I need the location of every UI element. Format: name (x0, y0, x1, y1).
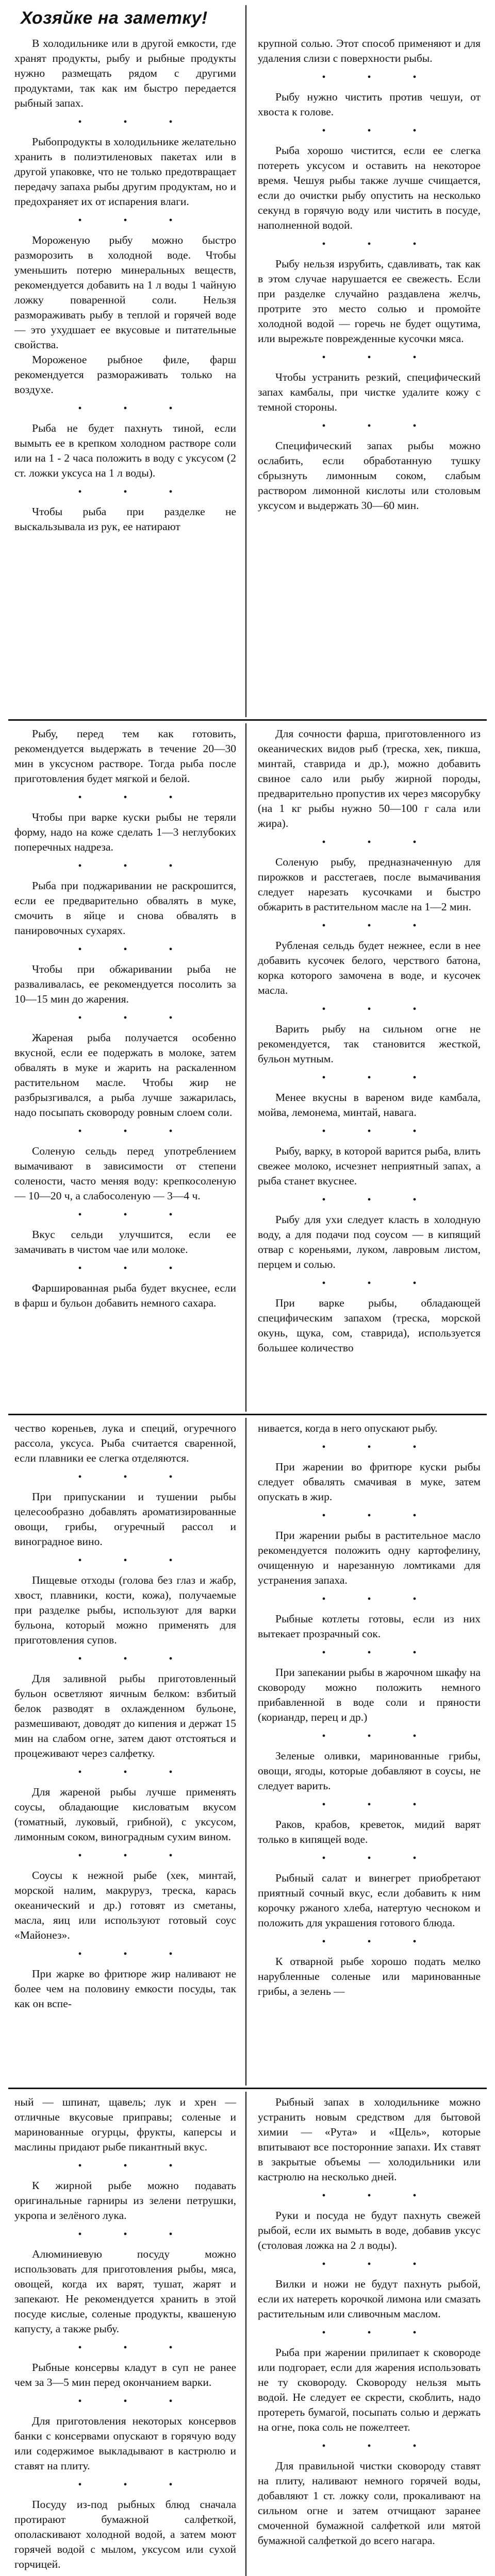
band-divider (8, 1414, 487, 1415)
tip-paragraph: Соленую сельдь перед употреблением вымачивают в зависимости от степени солености, часто меняя воду: крепкосоленую — 10—20 ч, а слабосоленую — 3—4 ч. (14, 1145, 236, 1202)
column-right (258, 1421, 481, 2086)
dots-separator: • • • (322, 1194, 436, 1206)
column-divider (245, 5, 246, 717)
dots-separator: • • • (78, 116, 192, 128)
tip-paragraph: Рыбу нужно чистить против чешуи, от хвоста к голове. (258, 91, 481, 118)
tip-paragraph: В холодильнике или в другой емкости, где хранят продукты, рыбу и рыбные продукты нужно размещать рядом с другими продуктами, так как им быстро передается рыбный запах. (14, 37, 236, 109)
dots-separator: • • • (322, 1278, 436, 1289)
tip-paragraph: Рыбу, варку, в которой варится рыба, влить свежее молоко, исчезнет неприятный запах, а рыба станет вкуснее. (258, 1145, 481, 1187)
dots-separator: • • • (78, 1555, 192, 1566)
tip-paragraph: Чтобы рыба при разделке не выскальзывала из рук, ее натирают (14, 505, 236, 533)
tip-paragraph: Мороженое рыбное филе, фарш рекомендуется размораживать только на воздухе. (14, 353, 236, 396)
tip-paragraph: Для правильной чистки сковороду ставят на плиту, наливают немного горячей воды, добавляют 1 ст. ложку соли, прокаливают на сильном огне и затем отчищают заранее смоченной бумажной салфеткой или мятой бумажной салфеткой до всего нагара. (258, 2460, 481, 2547)
dots-separator: • • • (78, 860, 192, 872)
dots-separator: • • • (322, 1072, 436, 1083)
page-title: Хозяйке на заметку! (21, 8, 208, 28)
column-divider (245, 2092, 246, 2576)
tip-paragraph: Соусы к нежной рыбе (хек, минтай, морской налим, макруруз, треска, карась океанический и др.) готовят из сметаны, масла, яиц или используют готовый соус «Майонез». (14, 1869, 236, 1941)
column-left (14, 726, 236, 1412)
dots-separator: • • • (78, 2479, 192, 2490)
tip-paragraph: Для сочности фарша, приготовленного из океанических видов рыб (треска, хек, пикша, минтай, ставрида и др.), можно добавить свиное сало или рыбу жирной породы, предварительно пропустив их через мясорубку (на 1 кг рыбы нужно 50—100 г сала или жира). (258, 727, 481, 829)
dots-separator: • • • (78, 486, 192, 498)
tip-paragraph: К отварной рыбе хорошо подать мелко нарубленные соленые или маринованные грибы, а зелень — (258, 1955, 481, 1997)
tip-paragraph: Чтобы при варке куски рыбы не теряли форму, надо на коже сделать 1—3 неглубоких поперечных надреза. (14, 811, 236, 853)
column-left (14, 2095, 236, 2576)
column-right (258, 726, 481, 1412)
dots-separator: • • • (78, 1263, 192, 1274)
tip-paragraph: Рыбные котлеты готовы, если из них вытекает прозрачный сок. (258, 1613, 481, 1640)
tip-paragraph: Алюминиевую посуду можно использовать для приготовления рыбы, мяса, овощей, когда их варят, тушат, жарят и запекают. Не рекомендуется хранить в этой посуде кислые, соленые продукты, квашеную капусту, а также рыбу. (14, 2248, 236, 2335)
column-right (258, 2095, 481, 2576)
tip-paragraph: При припускании и тушении рыбы целесообразно добавлять ароматизированные овощи, грибы, огуречный рассол и виноградное вино. (14, 1490, 236, 1548)
dots-separator: • • • (78, 1126, 192, 1137)
tip-paragraph: Зеленые оливки, маринованные грибы, овощи, ягоды, которые добавляют в соусы, не следует варить. (258, 1750, 481, 1792)
tip-paragraph: При жарении во фритюре куски рыбы следует обвалять смачивая в муке, затем опускать в жир. (258, 1461, 481, 1503)
dots-separator: • • • (322, 2259, 436, 2270)
tip-paragraph: Руки и посуда не будут пахнуть свежей рыбой, если их вымыть в воде, добавив уксус (столовая ложка на 2 л воды). (258, 2209, 481, 2251)
tip-paragraph: Рыба при поджаривании не раскрошится, если ее предварительно обвалять в муке, смочить в яйце и снова обвалять в панировочных сухарях. (14, 879, 236, 937)
column-right (258, 36, 481, 717)
dots-separator: • • • (78, 2342, 192, 2353)
tip-paragraph: Рыбный салат и винегрет приобретают приятный сочный вкус, если добавить к ним корочку ржаного хлеба, натертую чесноком и положить для украшения готового блюда. (258, 1872, 481, 1929)
header (0, 0, 242, 36)
tip-paragraph: Фаршированная рыба будет вкуснее, если в фарш и бульон добавить немного сахара. (14, 1282, 236, 1309)
dots-separator: • • • (78, 792, 192, 803)
tip-paragraph: Мороженую рыбу можно быстро разморозить в холодной воде. Чтобы уменьшить потерю минеральных веществ, рекомендуется добавить на 1 л воды 1 чайную ложку поваренной соли. Нельзя размораживать рыбу в теплой и горячей воде — это ухудшает ее вкусовые и питательные свойства. (14, 234, 236, 351)
dots-separator: • • • (322, 2190, 436, 2201)
column-left (14, 1421, 236, 2086)
tip-paragraph: Рубленая сельдь будет нежнее, если в нее добавить кусочек белого, черствого батона, корка которого замочена в воде, и кусочек масла. (258, 939, 481, 996)
tip-paragraph: Пищевые отходы (голова без глаз и жабр, хвост, плавники, кости, кожа), получаемые при разделке рыбы, используют для варки бульона, который можно применять для приготовления супов. (14, 1574, 236, 1646)
dots-separator: • • • (322, 420, 436, 432)
tip-paragraph: Менее вкусны в вареном виде камбала, мойва, лемонема, минтай, навага. (258, 1091, 481, 1118)
tip-paragraph: Жареная рыба получается особенно вкусной, если ее подержать в молоке, затем обвалять в муке и жарить на раскаленном растительном масле. Чтобы жир не разбрызгивался, а рыба лучше зажарилась, надо посыпать сковороду ровным слоем соли. (14, 1031, 236, 1118)
tip-paragraph: Рыбный запах в холодильнике можно устранить новым средством для бытовой химии — «Рута» и «Щель», которые впитывают все посторонние запахи. Их ставят в закрытые объемы — холодильники или кастрюлю на несколько дней. (258, 2096, 481, 2183)
dots-separator: • • • (322, 1853, 436, 1864)
tip-paragraph: Для жареной рыбы лучше применять соусы, обладающие кисловатым вкусом (томатный, луковый, грибной), с уксусом, лимонным соком, виноградным сухим вином. (14, 1786, 236, 1843)
dots-separator: • • • (322, 1594, 436, 1605)
dots-separator: • • • (78, 403, 192, 414)
dots-separator: • • • (322, 239, 436, 250)
column-left (14, 36, 236, 717)
tip-paragraph: При жарении рыбы в растительное масло рекомендуется положить одну картофелину, очищенную и нарезанную ломтиками для устранения запаха. (258, 1529, 481, 1586)
tip-paragraph: При варке рыбы, обладающей специфическим запахом (треска, морской окунь, щука, сом, ставрида), используется большее количество (258, 1297, 481, 1354)
dots-separator: • • • (322, 1731, 436, 1742)
tip-paragraph: Раков, крабов, креветок, мидий варят только в кипящей воде. (258, 1818, 481, 1845)
dots-separator: • • • (78, 2229, 192, 2240)
tip-paragraph: Вилки и ножи не будут пахнуть рыбой, если их натереть корочкой лимона или смазать растительным или сливочным маслом. (258, 2278, 481, 2320)
band-1 (0, 36, 495, 717)
dots-separator: • • • (322, 1647, 436, 1658)
dots-separator: • • • (322, 1799, 436, 1810)
tip-paragraph: Рыбные консервы кладут в суп не ранее чем за 3—5 мин перед окончанием варки. (14, 2361, 236, 2388)
dots-separator: • • • (78, 1948, 192, 1960)
dots-separator: • • • (78, 1850, 192, 1861)
band-2 (0, 726, 495, 1412)
dots-separator: • • • (78, 1767, 192, 1778)
dots-separator: • • • (78, 2160, 192, 2172)
tip-paragraph: При запекании рыбы в жарочном шкафу на сковороду можно положить немного прибавленной в воде соли и пряности (кориандр, перец и др.) (258, 1666, 481, 1723)
band-3 (0, 1421, 495, 2086)
dots-separator: • • • (78, 2396, 192, 2407)
dots-separator: • • • (322, 2327, 436, 2338)
tip-paragraph: Рыбу, перед тем как готовить, рекомендуется выдержать в течение 20—30 мин в уксусном растворе. Тогда рыба после приготовления будет мягкой и белой. (14, 727, 236, 785)
tip-paragraph: крупной солью. Этот способ применяют и для удаления слизи с поверхности рыбы. (258, 37, 481, 64)
tip-paragraph: Рыбу нельзя изрубить, сдавливать, так как в этом случае нарушается ее свежесть. Если при разделке случайно раздавлена желчь, протрите это место солью и промойте холодной водой — горечь не будет ощутима, или вырежьте поврежденные кусочки мяса. (258, 258, 481, 345)
tip-paragraph: Рыба при жарении прилипает к сковороде или подгорает, если для жарения использовать не ту сковороду. Сковороду нельзя мыть водой. Не следует ее скрести, скоблить, надо протереть бумагой, посыпать солью и держать на огне, пока соль не пожелтеет. (258, 2346, 481, 2433)
band-divider (8, 2088, 487, 2089)
dots-separator: • • • (322, 837, 436, 848)
tip-paragraph: Вкус сельди улучшится, если ее замачивать в чистом чае или молоке. (14, 1228, 236, 1256)
band-divider (8, 719, 487, 721)
tip-paragraph: нивается, когда в него опускают рыбу. (258, 1422, 438, 1434)
tip-paragraph: Чтобы при обжаривании рыба не разваливалась, ее рекомендуется посолить за 10—15 мин до жарения. (14, 963, 236, 1005)
column-divider (245, 723, 246, 1412)
dots-separator: • • • (78, 1471, 192, 1483)
dots-separator: • • • (78, 1653, 192, 1665)
dots-separator: • • • (78, 1012, 192, 1024)
dots-separator: • • • (322, 352, 436, 363)
dots-separator: • • • (78, 1209, 192, 1221)
tip-paragraph: Для заливной рыбы приготовленный бульон осветляют яичным белком: взбитый белок разводят в охлажденном бульоне, размешивают, доводят до кипения и держат 15 мин на слабом огне, затем дают отстояться и процеживают через салфетку. (14, 1672, 236, 1759)
tip-paragraph: К жирной рыбе можно подавать оригинальные гарниры из зелени петрушки, укропа и зелёного лука. (14, 2179, 236, 2222)
tip-paragraph: Рыбу для ухи следует класть в холодную воду, а для подачи под соусом — в кипящий отвар с кореньями, луком, лавровым листом, перцем и солью. (258, 1213, 481, 1270)
tip-paragraph: Варить рыбу на сильном огне не рекомендуется, так становится жесткой, бульон мутным. (258, 1023, 481, 1065)
column-divider (245, 1418, 246, 2086)
dots-separator: • • • (322, 1126, 436, 1137)
band-4 (0, 2095, 495, 2576)
tip-paragraph: чество кореньев, лука и специй, огуречного рассола, уксуса. Рыба считается сваренной, если плавники ее слегка отделяются. (14, 1422, 236, 1464)
dots-separator: • • • (78, 944, 192, 955)
tip-paragraph: Специфический запах рыбы можно ослабить, если обработанную тушку сбрызнуть лимонным соком, слабым раствором лимонной кислоты или столовым уксусом и выдержать 30—60 мин. (258, 439, 481, 512)
tip-paragraph: ный — шпинат, щавель; лук и хрен — отличные вкусовые приправы; соленые и маринованные огурцы, фрукты, каперсы и маслины придают рыбе пикантный вкус. (14, 2096, 236, 2153)
dots-separator: • • • (322, 72, 436, 83)
tip-paragraph: При жарке во фритюре жир наливают не более чем на половину емкости посуды, так как он вспе- (14, 1968, 236, 2010)
tip-paragraph: Для приготовления некоторых консервов банки с консервами опускают в горячую воду или содержимое выкладывают в кастрюлю и ставят на плиту. (14, 2415, 236, 2472)
tip-paragraph: Чтобы устранить резкий, специфический запах камбалы, при чистке удалите кожу с темной стороны. (258, 371, 481, 413)
dots-separator: • • • (78, 215, 192, 226)
tip-paragraph: Рыба не будет пахнуть тиной, если вымыть ее в крепком холодном растворе соли или на 1 - 2 часа положить в воду с уксусом (2 ст. ложки уксуса на 1 л воды). (14, 422, 236, 479)
dots-separator: • • • (322, 125, 436, 137)
dots-separator: • • • (322, 920, 436, 931)
tip-paragraph: Посуду из-под рыбных блюд сначала протирают бумажной салфеткой, ополаскивают холодной водой, а затем моют горячей водой с мылом, уксусом или сухой горчицей. (14, 2498, 236, 2570)
dots-separator: • • • (322, 1004, 436, 1015)
dots-separator: • • • (322, 1442, 436, 1453)
dots-separator: • • • (322, 2441, 436, 2452)
tip-paragraph: Рыбопродукты в холодильнике желательно хранить в полиэтиленовых пакетах или в другой упаковке, что не только предотвращает передачу запаха рыбы другим продуктам, но и предохраняет их от испарения влаги. (14, 135, 236, 208)
dots-separator: • • • (322, 1510, 436, 1521)
tip-paragraph: Рыба хорошо чистится, если ее слегка потереть уксусом и оставить на некоторое время. Чешуя рыбы также лучше счищается, если до очистки рыбу опустить на несколько секунд в горячую воду или чистить в посуде, наполненной водой. (258, 144, 481, 231)
tip-paragraph: Соленую рыбу, предназначенную для пирожков и расстегаев, после вымачивания следует нарезать кусочками и быстро обжарить в растительном масле на 1—2 мин. (258, 856, 481, 913)
dots-separator: • • • (322, 1936, 436, 1947)
